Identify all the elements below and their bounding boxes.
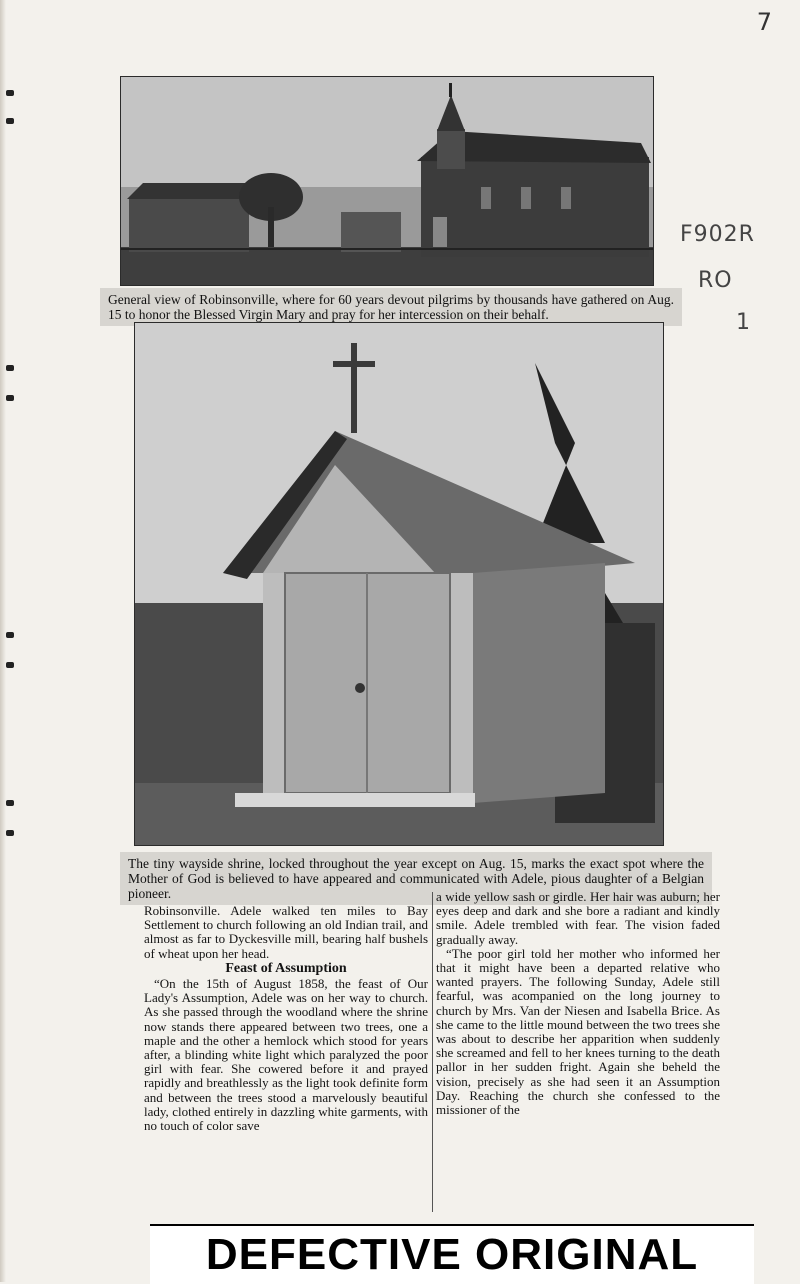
shrine-photo [134, 322, 664, 846]
article-paragraph: Robinsonville. Adele walked ten miles to Bay Settlement to church following an old Indian trail, and almost as far to Dyckesville mill, bearing half bushels of wheat upon her head. [144, 903, 428, 961]
article-paragraph: “On the 15th of August 1858, the feast of Our Lady's Assumption, Adele was on her way to church. As she passed through the woodland where the shrine now stands there appeared between two trees, one a maple and the other a hemlock which stood for years after, a blinding white light which paralyzed the poor girl with fear. She cowered before it and prayed rapidly and breathlessly as the light took definite form and between the trees stood a marvelously beautiful lady, clothed entirely in dazzling white garments, with no touch of color save [144, 976, 428, 1134]
margin-mark [6, 632, 14, 638]
stamp-text: DEFECTIVE ORIGINAL [205, 1230, 699, 1279]
article-paragraph: a wide yellow sash or girdle. Her hair was auburn; her eyes deep and dark and she bore a radiant and kindly smile. Adele trembled with fear. The vision faded gradually away. [436, 889, 720, 947]
handwritten-note-line1: F902R [680, 222, 755, 247]
page-number: 7 [756, 8, 772, 36]
margin-mark [6, 90, 14, 96]
margin-mark [6, 365, 14, 371]
article-left-column [144, 904, 428, 1133]
village-photo [120, 76, 654, 286]
handwritten-note-line3: 1 [736, 310, 751, 335]
margin-mark [6, 830, 14, 836]
margin-mark [6, 662, 14, 668]
margin-mark [6, 118, 14, 124]
page-edge [0, 0, 6, 1282]
article-subhead: Feast of Assumption [225, 960, 347, 976]
margin-mark [6, 800, 14, 806]
defective-original-stamp [150, 1224, 754, 1284]
column-divider [432, 892, 433, 1212]
margin-mark [6, 395, 14, 401]
article-paragraph: “The poor girl told her mother who informed her that it might have been a departed relative who wanted prayers. The following Sunday, Adele still fearful, was acompanied on the long journey to church by Mrs. Van der Niesen and Isabella Brice. As she came to the little mound between the two trees she was about to describe her apparition when suddenly she screamed and fell to her knees turning to the death pallor in her sudden fright. Again she beheld the vision, precisely as she had seen it an Assumption Day. Reaching the church she confessed to the missioner of the [436, 945, 720, 1118]
handwritten-note-line2: RO [698, 268, 733, 293]
article-right-column [436, 890, 720, 1117]
shrine-photo-caption: The tiny wayside shrine, locked throughout the year except on Aug. 15, marks the exact spot where the Mother of God is believed to have appeared and communicated with Adele, pious daughter of a Belgian pioneer. [120, 852, 712, 905]
village-photo-caption: General view of Robinsonville, where for 60 years devout pilgrims by thousands have gathered on Aug. 15 to honor the Blessed Virgin Mary and pray for her intercession on their behalf. [100, 288, 682, 326]
